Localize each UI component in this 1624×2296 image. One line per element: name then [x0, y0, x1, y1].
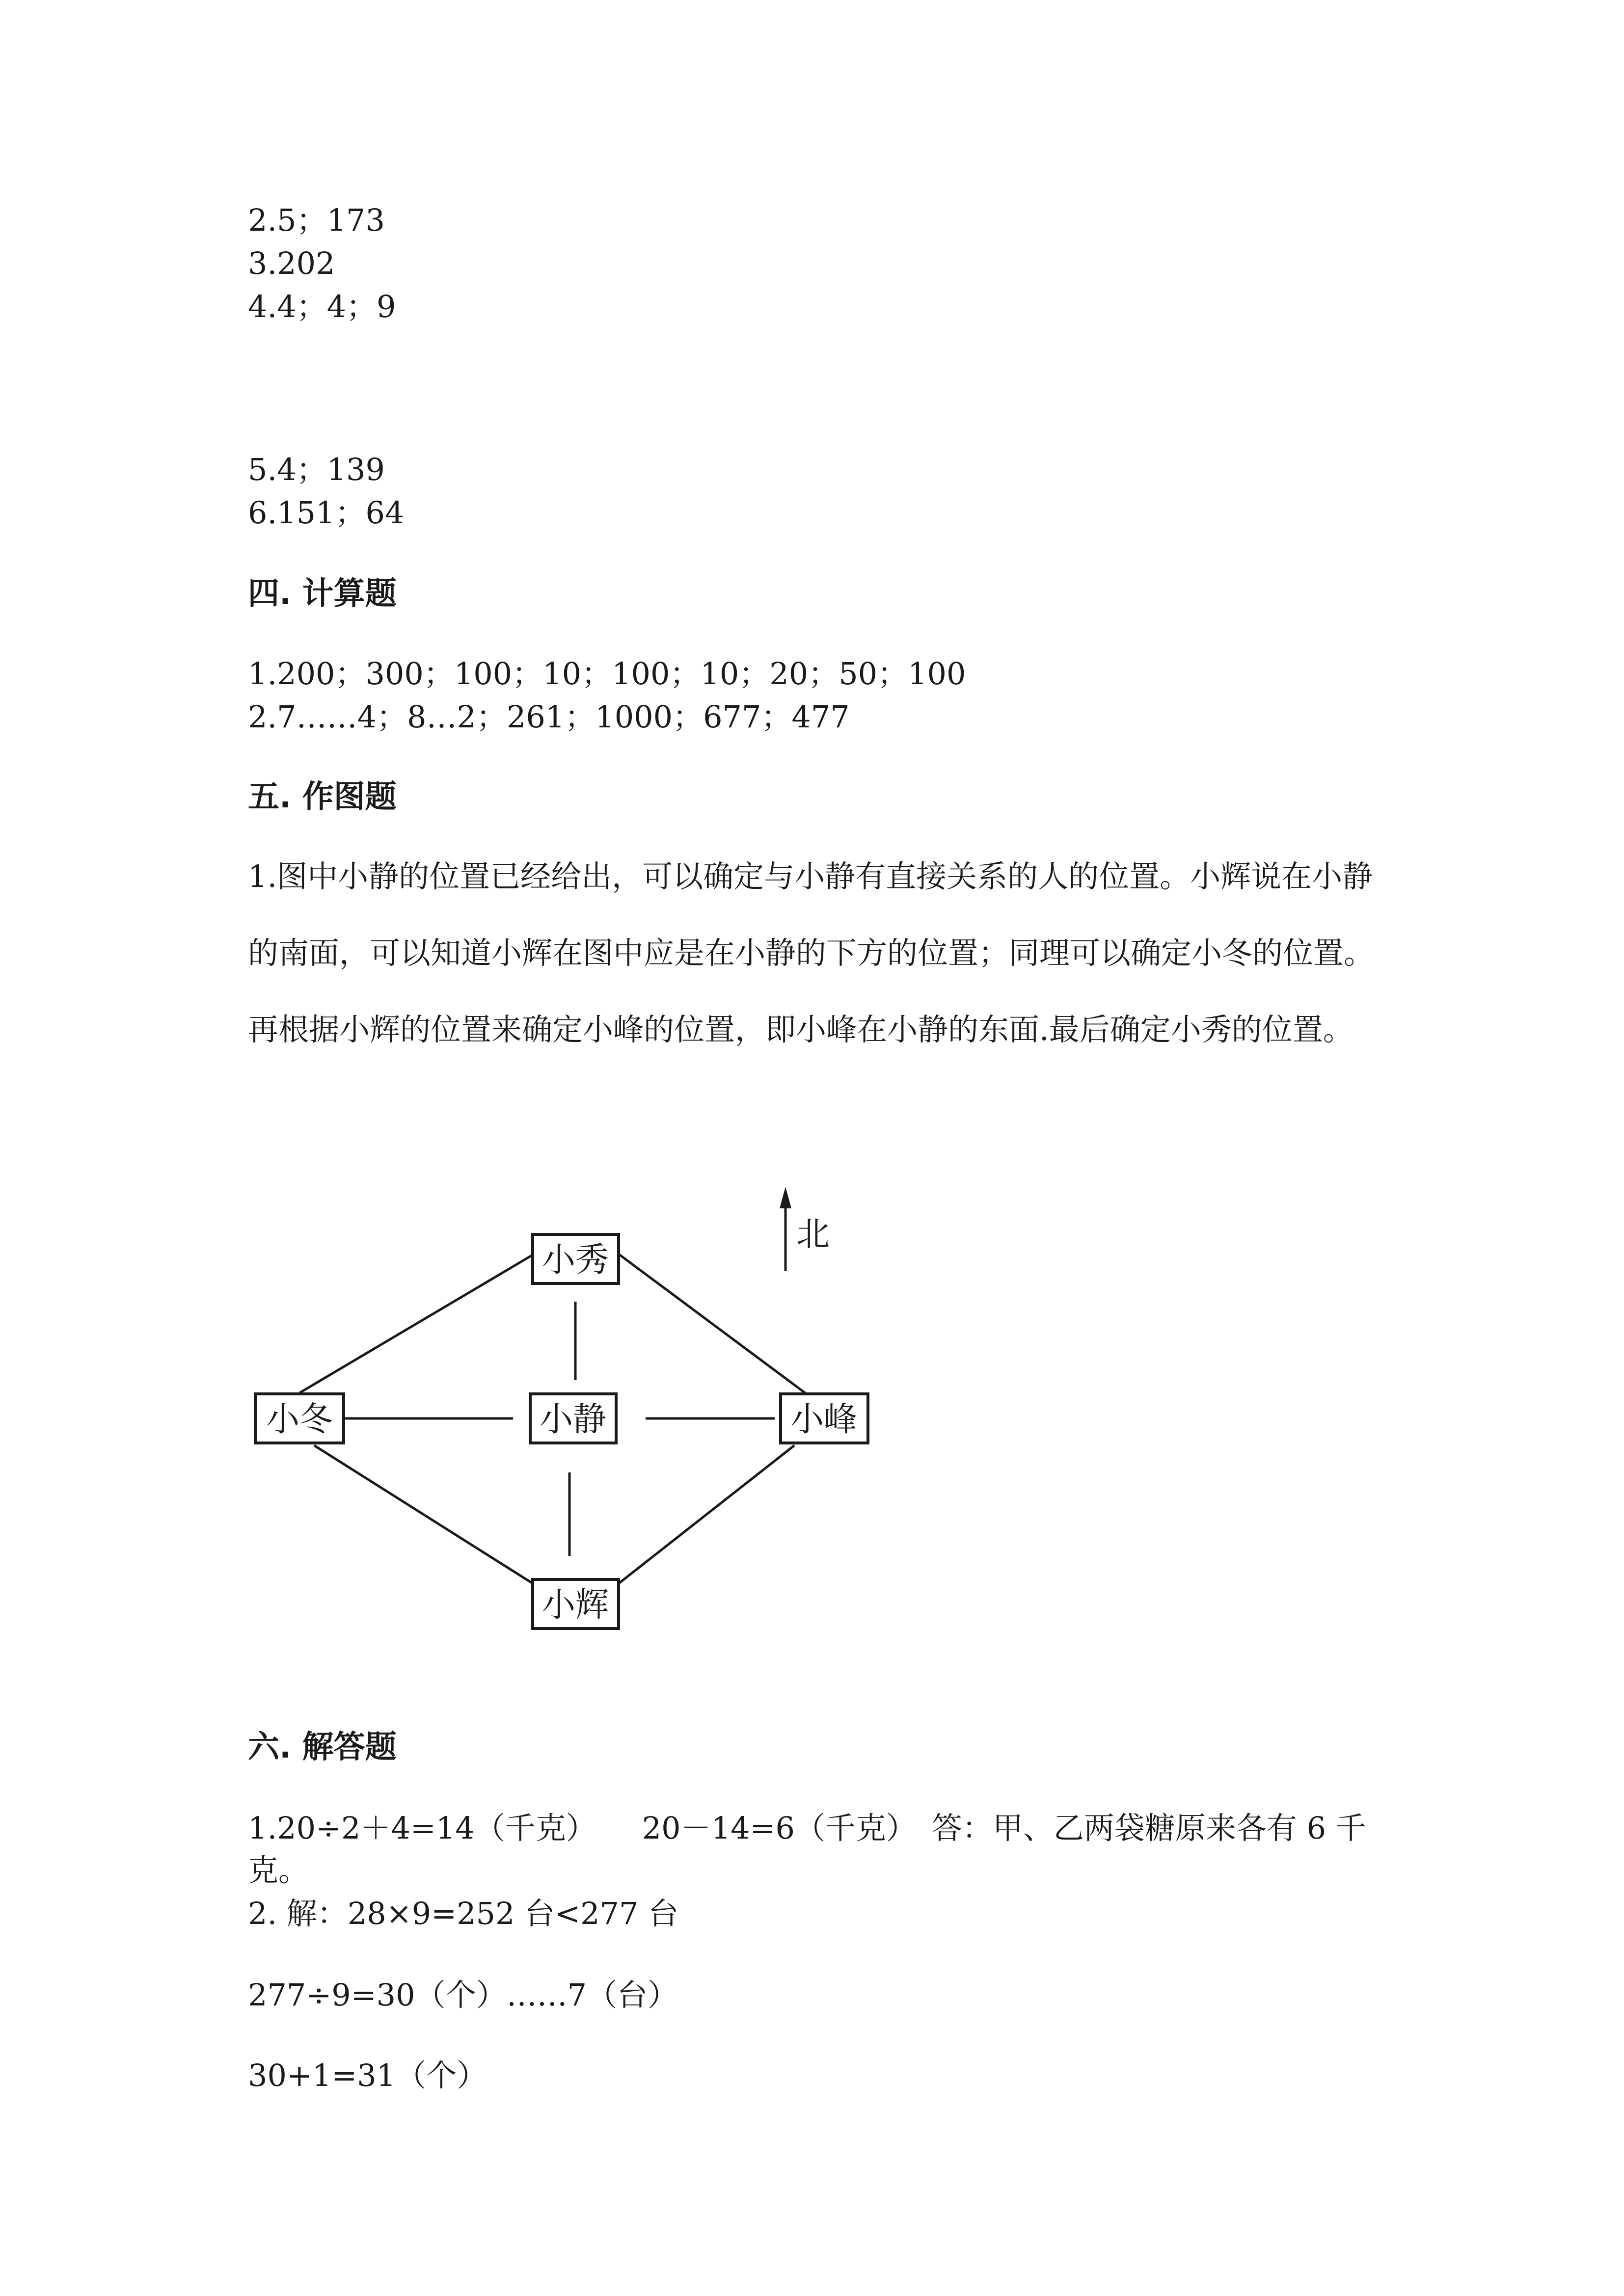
solution-answer-2-line-2: 277÷9=30（个）……7（台）	[248, 1977, 678, 2013]
answer-line-5: 5.4；139	[248, 452, 385, 487]
connector-left-top	[299, 1254, 534, 1393]
solution-answer-2-line-1: 2. 解：28×9=252 台<277 台	[248, 1896, 679, 1931]
answer-line-3: 3.202	[248, 245, 335, 281]
section-heading-drawing: 五. 作图题	[248, 779, 397, 815]
answer-line-2: 2.5；173	[248, 202, 385, 238]
node-label-center: 小静	[540, 1400, 607, 1439]
connector-bottom-right	[618, 1445, 794, 1584]
solution-answer-2-line-3: 30+1=31（个）	[248, 2057, 487, 2093]
solution-answer-1: 1.20÷2＋4=14（千克） 20－14=6（千克） 答：甲、乙两袋糖原来各有 6 千克。	[248, 1810, 1366, 1888]
answer-line-4: 4.4；4；9	[248, 289, 396, 324]
section-heading-solution: 六. 解答题	[248, 1729, 397, 1765]
north-label: 北	[796, 1215, 830, 1254]
node-label-top: 小秀	[542, 1241, 609, 1280]
connector-left-bottom	[314, 1445, 534, 1584]
calc-answer-1: 1.200；300；100；10；100；10；20；50；100	[248, 656, 966, 692]
node-label-right: 小峰	[790, 1400, 858, 1439]
north-arrow-icon	[780, 1187, 791, 1208]
connector-top-right	[619, 1254, 805, 1393]
section-heading-calculation: 四. 计算题	[248, 576, 397, 612]
calc-answer-2: 2.7……4；8…2；261；1000；677；477	[248, 699, 850, 735]
node-label-bottom: 小辉	[542, 1586, 609, 1625]
node-label-left: 小冬	[266, 1400, 333, 1439]
answer-line-6: 6.151；64	[248, 495, 405, 531]
drawing-explanation: 1.图中小静的位置已经给出，可以确定与小静有直接关系的人的位置。小辉说在小静的南面，可以知道小辉在图中应是在小静的下方的位置；同理可以确定小冬的位置。再根据小辉的位置来确定小峰的位置，即小峰在小静的东面.最后确定小秀的位置。	[248, 858, 1375, 1047]
